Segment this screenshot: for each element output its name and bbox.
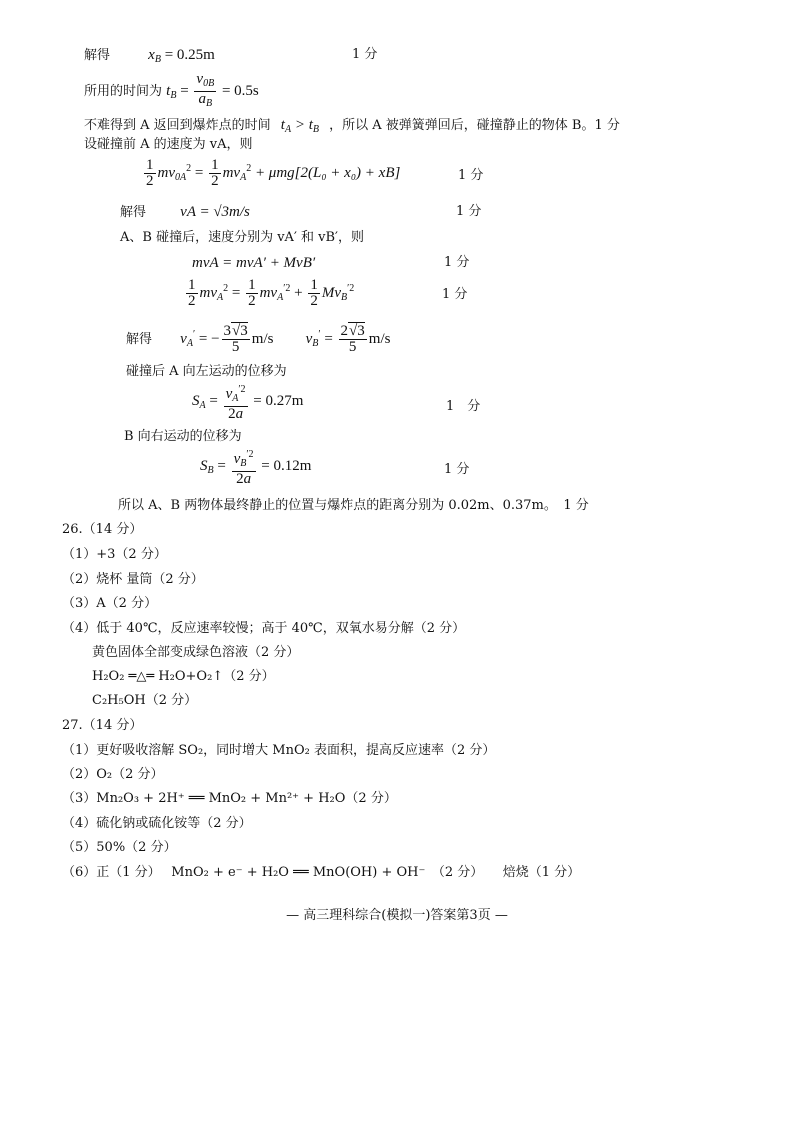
displacement-a-intro: 碰撞后 A 向左运动的位移为 [126, 364, 287, 379]
time-line: 所用的时间为 $t_B$ = $\frac{v_{0B}}{a_B}$ = 0.5s [84, 71, 259, 109]
solve-line-va: 解得 vA = √3m/s [120, 204, 250, 220]
q26-item: C₂H₅OH（2 分） [92, 693, 198, 708]
score: 1 分 [442, 287, 468, 302]
q26-item: （1）+3（2 分） [62, 547, 167, 562]
score: 1 分 [446, 399, 481, 414]
score: 1 分 [444, 255, 470, 270]
after-collision-intro: A、B 碰撞后，速度分别为 vA′ 和 vB′，则 [120, 230, 365, 245]
score: 1 分 [458, 168, 484, 183]
q27-item: （4）硫化钠或硫化铵等（2 分） [62, 816, 252, 831]
q26-item: （3）A（2 分） [62, 596, 158, 611]
q26-item: （2）烧杯 量筒（2 分） [62, 572, 204, 587]
velocity-intro: 设碰撞前 A 的速度为 vA，则 [84, 137, 253, 152]
score: 1 分 [352, 47, 378, 62]
q27-item: （3）Mn₂O₃ + 2H⁺ ══ MnO₂ + Mn²⁺ + H₂O（2 分） [62, 791, 397, 806]
q27-item: （1）更好吸收溶解 SO₂，同时增大 MnO₂ 表面积，提高反应速率（2 分） [62, 743, 496, 758]
solve-line-xb: 解得 $x_B = 0.25m$ [84, 47, 215, 65]
q27-item: （5）50%（2 分） [62, 840, 177, 855]
return-time-line: 不难得到 A 返回到爆炸点的时间 $t_A > t_B$ ，所以 A 被弹簧弹回后，碰撞静止的物体 B。1 分 [84, 117, 620, 135]
q27-item: （6）正（1 分） MnO₂ + e⁻ + H₂O ══ MnO(OH) + OH⁻ （2 分） 焙烧（1 分） [62, 865, 581, 880]
energy-equation: $\frac{1}{2}$ $mv_{0A}^2$ = $\frac{1}{2}$ $mv_A^2 + \mu mg[2(L_0 + x_0) + xB]$ [146, 157, 401, 189]
momentum-equation: mvA = mvA′ + MvB′ [192, 255, 316, 271]
score: 1 分 [444, 462, 470, 477]
displacement-b-equation: $S_B$ = $\frac{v_B^{'2}}{2a}$ = 0.12m [200, 449, 312, 487]
q27-item: （2）O₂（2 分） [62, 767, 164, 782]
q26-item: H₂O₂ ═△═ H₂O+O₂↑（2 分） [92, 669, 275, 684]
score: 1 分 [456, 204, 482, 219]
page-footer: — 高三理科综合(模拟一)答案第3页 — [286, 908, 508, 923]
solve-line-velocities: 解得 $v_A'$ = − $\frac{3√3}{5}$ m/s $v_B'$ = $\frac{2√3}{5}$ m/s [126, 323, 391, 355]
conclusion-line: 所以 A、B 两物体最终静止的位置与爆炸点的距离分别为 0.02m、0.37m。 1 分 [118, 498, 589, 513]
q27-header: 27.（14 分） [62, 718, 143, 733]
q26-item: 黄色固体全部变成绿色溶液（2 分） [92, 645, 300, 660]
displacement-a-equation: $S_A$ = $\frac{v_A^{'2}}{2a}$ = 0.27m [192, 384, 304, 422]
q26-header: 26.（14 分） [62, 522, 143, 537]
kinetic-energy-equation: $\frac{1}{2}$ $mv_A^2$ = $\frac{1}{2}$ $mv_A^{'2}$ + $\frac{1}{2}$ $Mv_B^{'2}$ [188, 277, 355, 309]
q26-item: （4）低于 40℃，反应速率较慢；高于 40℃，双氧水易分解（2 分） [62, 621, 466, 636]
displacement-b-intro: B 向右运动的位移为 [124, 429, 242, 444]
